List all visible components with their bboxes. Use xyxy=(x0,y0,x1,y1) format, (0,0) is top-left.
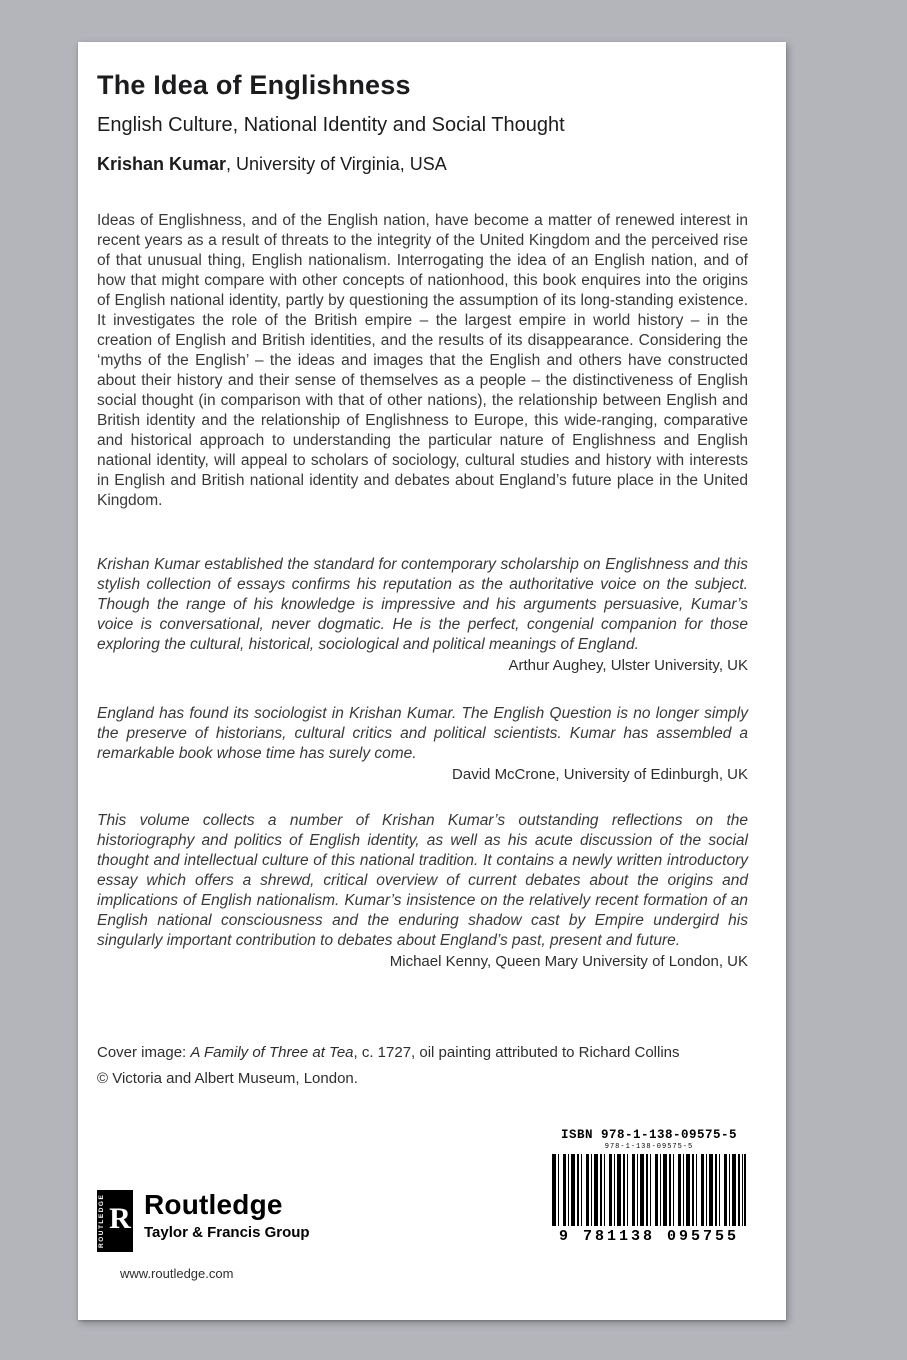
cover-image-credit xyxy=(97,1042,748,1064)
credit-prefix: Cover image: xyxy=(97,1044,191,1061)
cover-content xyxy=(78,42,786,1090)
book-title: The Idea of Englishness xyxy=(97,70,411,100)
credit-suffix: , c. 1727, oil painting attributed to Richard Collins xyxy=(353,1044,680,1061)
isbn-small-label: 978-1-138-09575-5 xyxy=(604,1143,694,1151)
routledge-head-icon: R xyxy=(109,1202,131,1235)
endorsement-quote: England has found its sociologist in Krishan Kumar. The English Question is no longer simply the preserve of historians, cultural critics and political scientists. Kumar has assembled a remarkable book whose time has surely come. xyxy=(97,705,748,762)
endorsement-2 xyxy=(97,704,748,783)
publisher-website: www.routledge.com xyxy=(120,1266,234,1281)
cover-card xyxy=(78,42,786,1320)
endorsement-attribution: Arthur Aughey, Ulster University, UK xyxy=(508,657,748,674)
endorsement-quote: This volume collects a number of Krishan Kumar’s outstanding reflections on the historiography and politics of English identity, as well as his acute discussion of the social thought and intellectual culture of this national tradition. It contains a newly written introductory essay which offers a shrewd, critical overview of current debates about the origins and implications of English nationalism. Kumar’s insistence on the relatively recent formation of an English national consciousness and the enduring shadow cast by Empire undergird his singularly important contribution to debates about England’s past, present and future. xyxy=(97,812,748,949)
routledge-vertical-label: ROUTLEDGE xyxy=(98,1193,105,1249)
publisher-group: Taylor & Francis Group xyxy=(144,1224,310,1241)
author-affiliation: , University of Virginia, USA xyxy=(226,154,447,174)
endorsement-3 xyxy=(97,811,748,970)
isbn-label: ISBN 978-1-138-09575-5 xyxy=(560,1128,738,1142)
publisher-name: Routledge xyxy=(144,1189,283,1220)
painting-title: A Family of Three at Tea xyxy=(190,1044,354,1061)
endorsement-quote: Krishan Kumar established the standard for contemporary scholarship on Englishness and this stylish collection of essays confirms his reputation as the authoritative voice on the subject. Though the range of his knowledge is impressive and his arguments persuasive, Kumar’s voice is conversational, never dogmatic. He is the perfect, congenial companion for those exploring the cultural, historical, sociological and political meanings of England. xyxy=(97,556,748,653)
museum-credit: © Victoria and Albert Museum, London. xyxy=(97,1070,358,1087)
publisher-block xyxy=(97,1190,310,1281)
endorsement-attribution: David McCrone, University of Edinburgh, UK xyxy=(452,766,748,783)
author-name: Krishan Kumar xyxy=(97,154,227,174)
author-line xyxy=(97,154,748,175)
book-blurb: Ideas of Englishness, and of the English nation, have become a matter of renewed interest in recent years as a result of threats to the integrity of the United Kingdom and the perceived rise of that unusual thing, English nationalism. Interrogating the idea of an English nation, and of how that might compare with other concepts of nationhood, this book enquires into the origins of English national identity, partly by questioning the assumption of its long-standing existence. It investigates the role of the British empire – the largest empire in world history – in the creation of English and British identities, and the results of its disappearance. Considering the ‘myths of the English’ – the ideas and images that the English and others have constructed about their history and their sense of themselves as a people – the distinctiveness of English social thought (in comparison with that of other nations), the relationship between English and British identity and the relationship of Englishness to Europe, this wide-ranging, comparative and historical approach to understanding the particular nature of Englishness and English national identity, will appeal to scholars of sociology, cultural studies and history with interests in English and British national identity and debates about England’s future place in the United Kingdom. xyxy=(97,212,748,509)
routledge-logo-mark xyxy=(97,1190,133,1252)
ean-barcode-icon xyxy=(552,1154,746,1226)
isbn-barcode-block xyxy=(552,1128,746,1245)
routledge-logo xyxy=(97,1190,310,1252)
book-subtitle: English Culture, National Identity and Social Thought xyxy=(97,114,565,136)
publisher-wordmark xyxy=(144,1190,310,1241)
ean-number: 9 781138 095755 xyxy=(558,1228,740,1245)
endorsement-1 xyxy=(97,555,748,674)
endorsement-attribution: Michael Kenny, Queen Mary University of London, UK xyxy=(389,953,748,970)
